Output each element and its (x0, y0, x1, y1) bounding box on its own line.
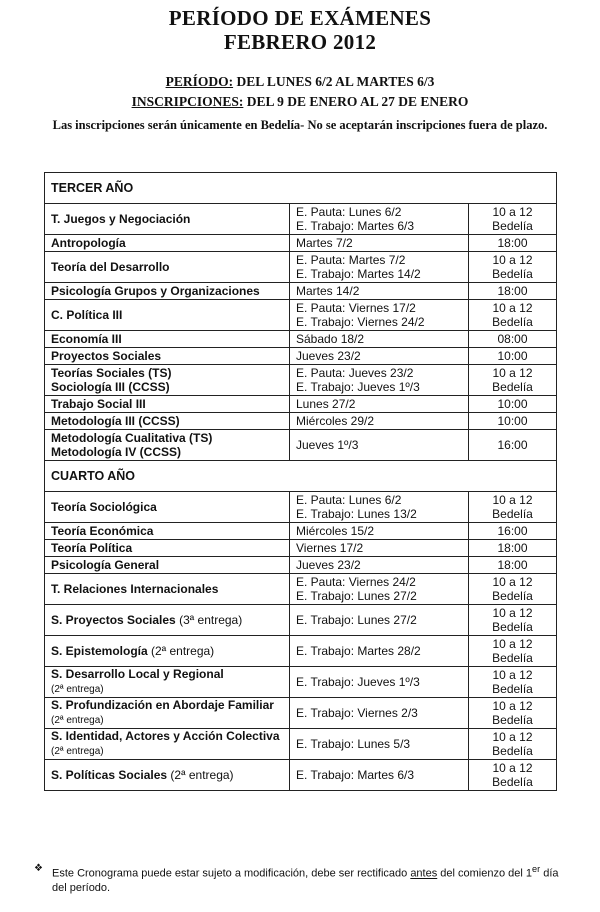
date-line-1: E. Pauta: Martes 7/2 (296, 253, 406, 267)
time-cell (469, 235, 557, 252)
date-line-1: Jueves 23/2 (296, 349, 361, 363)
subject-cell (45, 636, 290, 667)
date-line-2: E. Trabajo: Jueves 1º/3 (296, 380, 420, 394)
subject-delivery: (2ª entrega) (51, 715, 104, 726)
subject-name: S. Profundización en Abordaje Familiar (51, 698, 274, 712)
table-row (45, 492, 557, 523)
time-line-1: 18:00 (497, 236, 528, 250)
table-row (45, 235, 557, 252)
date-line-1: Miércoles 29/2 (296, 414, 375, 428)
footnote-text (52, 862, 572, 895)
table-row (45, 667, 557, 698)
time-cell (469, 574, 557, 605)
date-cell (290, 523, 469, 540)
subject-cell (45, 430, 290, 461)
date-cell (290, 252, 469, 283)
subject-cell (45, 235, 290, 252)
subject-delivery: (2ª entrega) (51, 746, 104, 757)
date-line-1: Viernes 17/2 (296, 541, 364, 555)
subject-cell (45, 667, 290, 698)
date-line-1: E. Trabajo: Martes 28/2 (296, 644, 421, 658)
time-cell (469, 365, 557, 396)
subject-cell (45, 540, 290, 557)
subject-cell (45, 252, 290, 283)
time-line-1: 10 a 12 (492, 301, 533, 315)
date-cell (290, 760, 469, 791)
time-line-2: Bedelía (492, 651, 533, 665)
table-row (45, 283, 557, 300)
subject-name: Teoría Política (51, 541, 133, 555)
time-cell (469, 605, 557, 636)
time-line-1: 16:00 (497, 438, 528, 452)
date-cell (290, 235, 469, 252)
date-cell (290, 667, 469, 698)
table-row (45, 396, 557, 413)
subject-name: Teoría del Desarrollo (51, 260, 170, 274)
date-cell (290, 557, 469, 574)
subject-name: Economía III (51, 332, 122, 346)
footnote-before: Este Cronograma puede estar sujeto a modificación, debe ser rectificado (52, 867, 411, 880)
time-line-1: 10 a 12 (492, 493, 533, 507)
time-line-1: 10 a 12 (492, 761, 533, 775)
time-line-1: 10:00 (497, 397, 528, 411)
time-line-1: 10:00 (497, 414, 528, 428)
subject-cell (45, 729, 290, 760)
time-line-2: Bedelía (492, 775, 533, 789)
period-line (0, 74, 600, 90)
subject-name: Psicología Grupos y Organizaciones (51, 284, 260, 298)
inscriptions-line (0, 94, 600, 110)
table-row (45, 605, 557, 636)
date-cell (290, 492, 469, 523)
subject-name: C. Política III (51, 308, 123, 322)
time-cell (469, 204, 557, 235)
time-cell (469, 283, 557, 300)
exam-schedule-table (44, 172, 557, 791)
subject-cell (45, 396, 290, 413)
time-line-1: 16:00 (497, 524, 528, 538)
time-cell (469, 492, 557, 523)
time-cell (469, 413, 557, 430)
time-line-2: Bedelía (492, 744, 533, 758)
table-row (45, 300, 557, 331)
date-cell (290, 331, 469, 348)
date-line-1: E. Trabajo: Lunes 5/3 (296, 737, 411, 751)
subject-delivery: (3ª entrega) (179, 613, 243, 627)
table-row (45, 331, 557, 348)
subject-name: T. Relaciones Internacionales (51, 582, 219, 596)
time-cell (469, 348, 557, 365)
time-cell (469, 523, 557, 540)
table-row (45, 698, 557, 729)
time-line-1: 10 a 12 (492, 668, 533, 682)
time-cell (469, 396, 557, 413)
subject-name: Proyectos Sociales (51, 349, 162, 363)
inscriptions-notice: Las inscripciones serán únicamente en Bedelía- No se aceptarán inscripciones fuera de plazo. (52, 118, 548, 132)
subject-name: T. Juegos y Negociación (51, 212, 191, 226)
table-row (45, 636, 557, 667)
date-cell (290, 283, 469, 300)
date-line-1: Sábado 18/2 (296, 332, 365, 346)
time-cell (469, 557, 557, 574)
time-line-1: 18:00 (497, 558, 528, 572)
date-cell (290, 574, 469, 605)
date-line-1: Jueves 1º/3 (296, 438, 359, 452)
date-line-2: E. Trabajo: Martes 14/2 (296, 267, 421, 281)
date-cell (290, 636, 469, 667)
period-text: DEL LUNES 6/2 AL MARTES 6/3 (233, 74, 435, 89)
time-line-1: 18:00 (497, 541, 528, 555)
date-cell (290, 348, 469, 365)
table-row (45, 252, 557, 283)
subject-cell (45, 365, 290, 396)
time-line-2: Bedelía (492, 380, 533, 394)
date-cell (290, 413, 469, 430)
date-line-2: E. Trabajo: Martes 6/3 (296, 219, 415, 233)
time-cell (469, 698, 557, 729)
date-line-2: E. Trabajo: Lunes 27/2 (296, 589, 417, 603)
subject-name: S. Proyectos Sociales (51, 613, 176, 627)
subject-delivery: (2ª entrega) (151, 644, 215, 658)
date-line-1: E. Pauta: Viernes 24/2 (296, 575, 416, 589)
time-line-2: Bedelía (492, 507, 533, 521)
exam-schedule-body (45, 173, 557, 791)
period-label: PERÍODO: (165, 74, 234, 89)
subject-cell (45, 283, 290, 300)
time-line-2: Bedelía (492, 589, 533, 603)
time-line-1: 10 a 12 (492, 253, 533, 267)
date-line-1: E. Trabajo: Jueves 1º/3 (296, 675, 420, 689)
time-line-1: 10 a 12 (492, 366, 533, 380)
time-cell (469, 667, 557, 698)
subject-cell (45, 348, 290, 365)
time-cell (469, 540, 557, 557)
date-line-1: Lunes 27/2 (296, 397, 356, 411)
section-title-cuarto: CUARTO AÑO (45, 461, 557, 492)
date-cell (290, 204, 469, 235)
subject-name: Teorías Sociales (TS) (51, 366, 172, 380)
date-line-1: E. Trabajo: Martes 6/3 (296, 768, 415, 782)
subject-name: S. Epistemología (51, 644, 148, 658)
time-cell (469, 252, 557, 283)
subject-name: Metodología Cualitativa (TS) (51, 431, 213, 445)
subject-name: Psicología General (51, 558, 160, 572)
footnote-underlined: antes (410, 867, 438, 880)
date-cell (290, 365, 469, 396)
time-line-1: 18:00 (497, 284, 528, 298)
subject-name: S. Políticas Sociales (51, 768, 168, 782)
time-line-1: 10:00 (497, 349, 528, 363)
time-line-2: Bedelía (492, 713, 533, 727)
subject-cell (45, 698, 290, 729)
subject-delivery: (2ª entrega) (51, 684, 104, 695)
subject-cell (45, 300, 290, 331)
document-title: PERÍODO DE EXÁMENES (168, 6, 432, 30)
subject-name-2: Sociología III (CCSS) (51, 380, 170, 394)
section-title-tercer: TERCER AÑO (45, 173, 557, 204)
date-cell (290, 396, 469, 413)
subject-name: S. Desarrollo Local y Regional (51, 667, 224, 681)
date-line-1: Martes 7/2 (296, 236, 353, 250)
table-row (45, 574, 557, 605)
table-row (45, 348, 557, 365)
time-line-1: 10 a 12 (492, 606, 533, 620)
section-header-row (45, 173, 557, 204)
date-line-1: E. Pauta: Lunes 6/2 (296, 205, 402, 219)
time-line-1: 10 a 12 (492, 205, 533, 219)
time-cell (469, 430, 557, 461)
date-line-1: E. Pauta: Jueves 23/2 (296, 366, 414, 380)
time-line-1: 10 a 12 (492, 637, 533, 651)
table-row (45, 557, 557, 574)
time-line-2: Bedelía (492, 620, 533, 634)
time-cell (469, 760, 557, 791)
subject-cell (45, 557, 290, 574)
time-cell (469, 331, 557, 348)
time-line-2: Bedelía (492, 682, 533, 696)
date-line-1: E. Trabajo: Lunes 27/2 (296, 613, 417, 627)
time-line-1: 10 a 12 (492, 575, 533, 589)
subject-cell (45, 760, 290, 791)
table-row (45, 413, 557, 430)
date-line-1: Jueves 23/2 (296, 558, 361, 572)
time-line-1: 10 a 12 (492, 699, 533, 713)
inscriptions-text: DEL 9 DE ENERO AL 27 DE ENERO (243, 94, 469, 109)
date-line-1: Martes 14/2 (296, 284, 360, 298)
footnote (36, 862, 572, 895)
subject-name: Trabajo Social III (51, 397, 146, 411)
table-row (45, 204, 557, 235)
time-cell (469, 300, 557, 331)
date-cell (290, 430, 469, 461)
time-line-1: 10 a 12 (492, 730, 533, 744)
date-line-1: Miércoles 15/2 (296, 524, 375, 538)
subject-name: Antropología (51, 236, 126, 250)
subject-cell (45, 523, 290, 540)
footnote-end: día del período. (52, 867, 559, 894)
subject-name: Teoría Sociológica (51, 500, 157, 514)
subject-cell (45, 492, 290, 523)
time-line-2: Bedelía (492, 267, 533, 281)
time-line-2: Bedelía (492, 219, 533, 233)
diamond-bullet-icon: ❖ (34, 863, 43, 874)
subject-delivery: (2ª entrega) (170, 768, 234, 782)
subject-name-2: Metodología IV (CCSS) (51, 445, 181, 459)
date-cell (290, 698, 469, 729)
time-line-1: 08:00 (497, 332, 528, 346)
subject-name: Teoría Económica (51, 524, 154, 538)
date-cell (290, 540, 469, 557)
footnote-sup: er (532, 864, 541, 874)
time-cell (469, 636, 557, 667)
section-header-row (45, 461, 557, 492)
document-subtitle: FEBRERO 2012 (223, 30, 377, 54)
time-line-2: Bedelía (492, 315, 533, 329)
date-line-1: E. Pauta: Lunes 6/2 (296, 493, 402, 507)
subject-cell (45, 413, 290, 430)
subject-cell (45, 605, 290, 636)
inscriptions-label: INSCRIPCIONES: (131, 94, 244, 109)
table-row (45, 523, 557, 540)
date-line-2: E. Trabajo: Viernes 24/2 (296, 315, 425, 329)
subject-name: S. Identidad, Actores y Acción Colectiva (51, 729, 280, 743)
date-line-2: E. Trabajo: Lunes 13/2 (296, 507, 417, 521)
date-cell (290, 300, 469, 331)
table-row (45, 760, 557, 791)
date-line-1: E. Trabajo: Viernes 2/3 (296, 706, 418, 720)
date-line-1: E. Pauta: Viernes 17/2 (296, 301, 416, 315)
date-cell (290, 605, 469, 636)
date-cell (290, 729, 469, 760)
subject-cell (45, 574, 290, 605)
table-row (45, 540, 557, 557)
subject-name: Metodología III (CCSS) (51, 414, 180, 428)
subject-cell (45, 204, 290, 235)
subject-cell (45, 331, 290, 348)
table-row (45, 729, 557, 760)
table-row (45, 430, 557, 461)
footnote-after: del comienzo del 1 (437, 867, 533, 880)
table-row (45, 365, 557, 396)
time-cell (469, 729, 557, 760)
